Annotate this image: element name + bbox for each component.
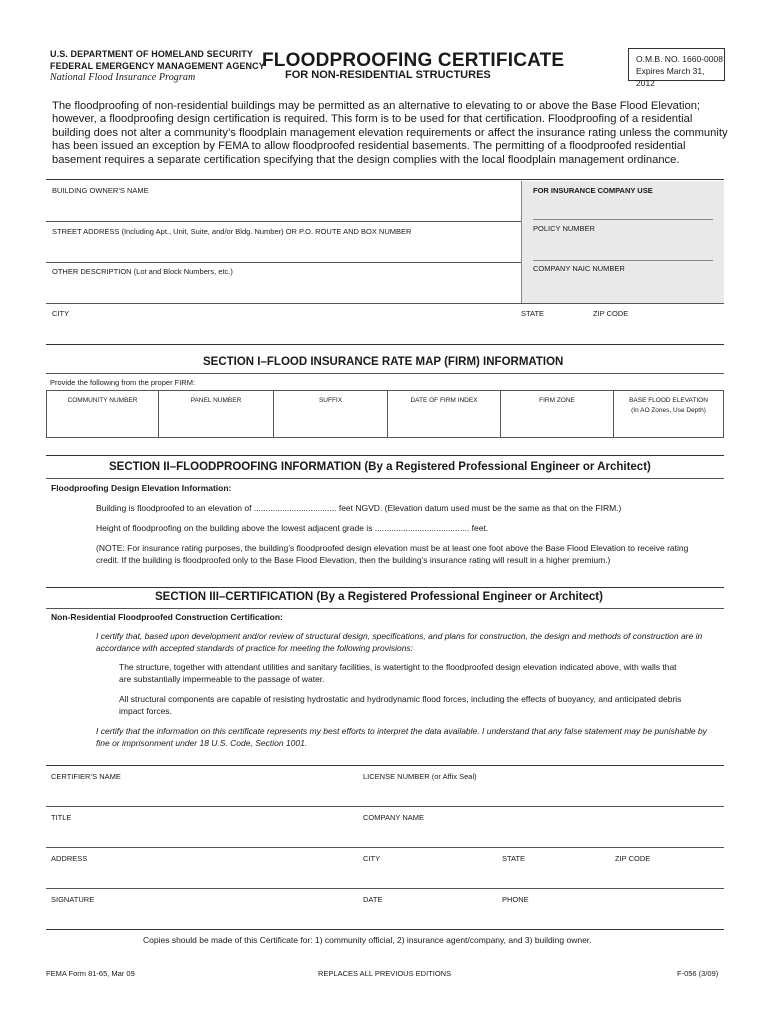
form-subtitle: FOR NON-RESIDENTIAL STRUCTURES [285,69,491,81]
firm-cell-community-number[interactable] [47,391,159,437]
intro-paragraph: The floodproofing of non-residential buildings may be permitted as an alternative to elevating to or above the Base Flood Elevation; however, a floodproofing design certification is required. This form is to be used for that certification. Floodproofing of a residential building does not alter a community’s floodplain management elevation requirements or affect the insurance rating unless the community has been issued an exception by FEMA to allow floodproofed residential basements. The permitting of a floodproofed residential basement requires a separate certification specifying that the design complies with the local floodplain management ordinance. [52,100,728,166]
certifier-city-label: CITY [363,854,381,863]
naic-line [533,260,713,261]
firm-col-label: SUFFIX [318,397,343,404]
date-field[interactable] [363,903,493,927]
firm-table [46,390,724,438]
policy-number-label: POLICY NUMBER [533,224,595,233]
divider [46,478,724,479]
divider [46,608,724,609]
zip-code-label: ZIP CODE [593,309,629,318]
city-state-zip-field[interactable] [52,314,717,340]
floodproofed-elevation-line[interactable]: Building is floodproofed to an elevation of ................................... feet NGVD. (Elevation datum used must be the same as that on the FIRM.) [96,503,622,513]
form-number: FEMA Form 81-65, Mar 09 [46,969,135,978]
divider [46,847,724,848]
section-1-title: SECTION I–FLOOD INSURANCE RATE MAP (FIRM) INFORMATION [203,356,564,368]
insurance-company-use-box [521,181,724,303]
divider [46,303,724,304]
naic-number-label: COMPANY NAIC NUMBER [533,264,625,273]
floodproofing-height-line[interactable]: Height of floodproofing on the building above the lowest adjacent grade is ........................................ feet. [96,523,489,533]
replaces-note: REPLACES ALL PREVIOUS EDITIONS [318,969,452,978]
firm-provide-label: Provide the following from the proper FIRM: [50,378,196,387]
copies-note: Copies should be made of this Certificate for: 1) community official, 2) insurance agent/company, and 3) building owner. [143,935,592,945]
firm-cell-suffix[interactable] [274,391,388,437]
provision-watertight: The structure, together with attendant utilities and sanitary facilities, is watertight to the floodproofed design elevation indicated above, with walls that are substantially impermeable to the passage of water. [119,662,677,684]
firm-cell-panel-number[interactable] [159,391,274,437]
firm-col-label: PANEL NUMBER [190,397,242,404]
divider [46,765,724,766]
divider [46,587,724,588]
divider [46,373,724,374]
omb-box [628,48,725,88]
divider [46,344,724,345]
omb-number: O.M.B. NO. 1660-0008 [636,54,723,64]
company-name-field[interactable] [363,821,718,845]
program-name: National Flood Insurance Program [50,72,196,83]
state-label: STATE [521,309,545,318]
signature-field[interactable] [51,903,351,927]
owner-name-label: BUILDING OWNER’S NAME [52,186,149,195]
firm-cell-base-flood-elevation[interactable] [614,391,723,437]
firm-cell-firm-zone[interactable] [501,391,614,437]
firm-cell-date-of-firm-index[interactable] [388,391,501,437]
agency-line-1: U.S. DEPARTMENT OF HOMELAND SECURITY [50,49,253,59]
signature-label: SIGNATURE [51,895,95,904]
divider [46,806,724,807]
certifier-zip-label: ZIP CODE [615,854,651,863]
phone-field[interactable] [502,903,718,927]
omb-expires: Expires March 31, 2012 [636,66,705,88]
divider [46,179,724,180]
firm-col-label: COMMUNITY NUMBER [67,397,138,404]
divider [46,929,724,930]
certifier-state-label: STATE [502,854,526,863]
section-3-title: SECTION III–CERTIFICATION (By a Registered Professional Engineer or Architect) [155,591,603,603]
title-field[interactable] [51,821,351,845]
policy-line [533,219,713,220]
firm-col-label: FIRM ZONE [539,397,575,404]
firm-col-label: BASE FLOOD ELEVATION [629,397,708,404]
certifier-name-label: CERTIFIER’S NAME [51,772,121,781]
date-label: DATE [363,895,383,904]
section-2-title: SECTION II–FLOODPROOFING INFORMATION (By a Registered Professional Engineer or Architect) [109,461,651,473]
address-label: ADDRESS [51,854,88,863]
other-description-label: OTHER DESCRIPTION (Lot and Block Numbers, etc.) [52,267,233,276]
address-field[interactable] [51,862,718,886]
street-address-label: STREET ADDRESS (Including Apt., Unit, Suite, and/or Bldg. Number) OR P.O. ROUTE AND BOX NUMBER [52,227,412,236]
license-number-field[interactable] [363,780,718,804]
section-2-note: (NOTE: For insurance rating purposes, the building’s floodproofed design elevation must be at least one foot above the Base Flood Elevation to receive rating credit. If the building is floodproofed only to the Base Flood Elevation, then the building’s insurance rating will result in a higher premium.) [96,543,689,565]
certification-statement-2: I certify that the information on this certificate represents my best efforts to interpret the data available. I understand that any false statement may be punishable by fine or imprisonment under 18 U.S. Code, Section 1001. [96,726,707,748]
divider [46,455,724,456]
certifier-name-field[interactable] [51,780,351,804]
divider [46,262,521,263]
agency-block [50,48,265,84]
firm-col-label: DATE OF FIRM INDEX [410,397,478,404]
company-name-label: COMPANY NAME [363,813,424,822]
certification-statement-1: I certify that, based upon development and/or review of structural design, specifications, and plans for construction, the design and methods of construction are in accordance with accepted standards of practice for meeting the following provisions: [96,631,703,653]
form-code: F-056 (3/09) [677,969,719,978]
section-3-subhead: Non-Residential Floodproofed Construction Certification: [51,612,283,622]
form-title: FLOODPROOFING CERTIFICATE [262,50,565,71]
bfe-note: (In AO Zones, Use Depth) [631,407,706,414]
insurance-use-label: FOR INSURANCE COMPANY USE [533,186,653,195]
provision-structural: All structural components are capable of resisting hydrostatic and hydrodynamic flood forces, including the effects of buoyancy, and anticipated debris impact forces. [119,694,682,716]
city-label: CITY [52,309,70,318]
license-number-label: LICENSE NUMBER (or Affix Seal) [363,772,477,781]
section-2-subhead: Floodproofing Design Elevation Information: [51,483,232,493]
agency-line-2: FEDERAL EMERGENCY MANAGEMENT AGENCY [50,61,265,71]
other-description-field[interactable] [52,272,517,300]
street-address-field[interactable] [52,232,517,260]
divider [46,888,724,889]
owner-name-field[interactable] [52,190,517,220]
title-label: TITLE [51,813,72,822]
phone-label: PHONE [502,895,529,904]
divider [46,221,521,222]
